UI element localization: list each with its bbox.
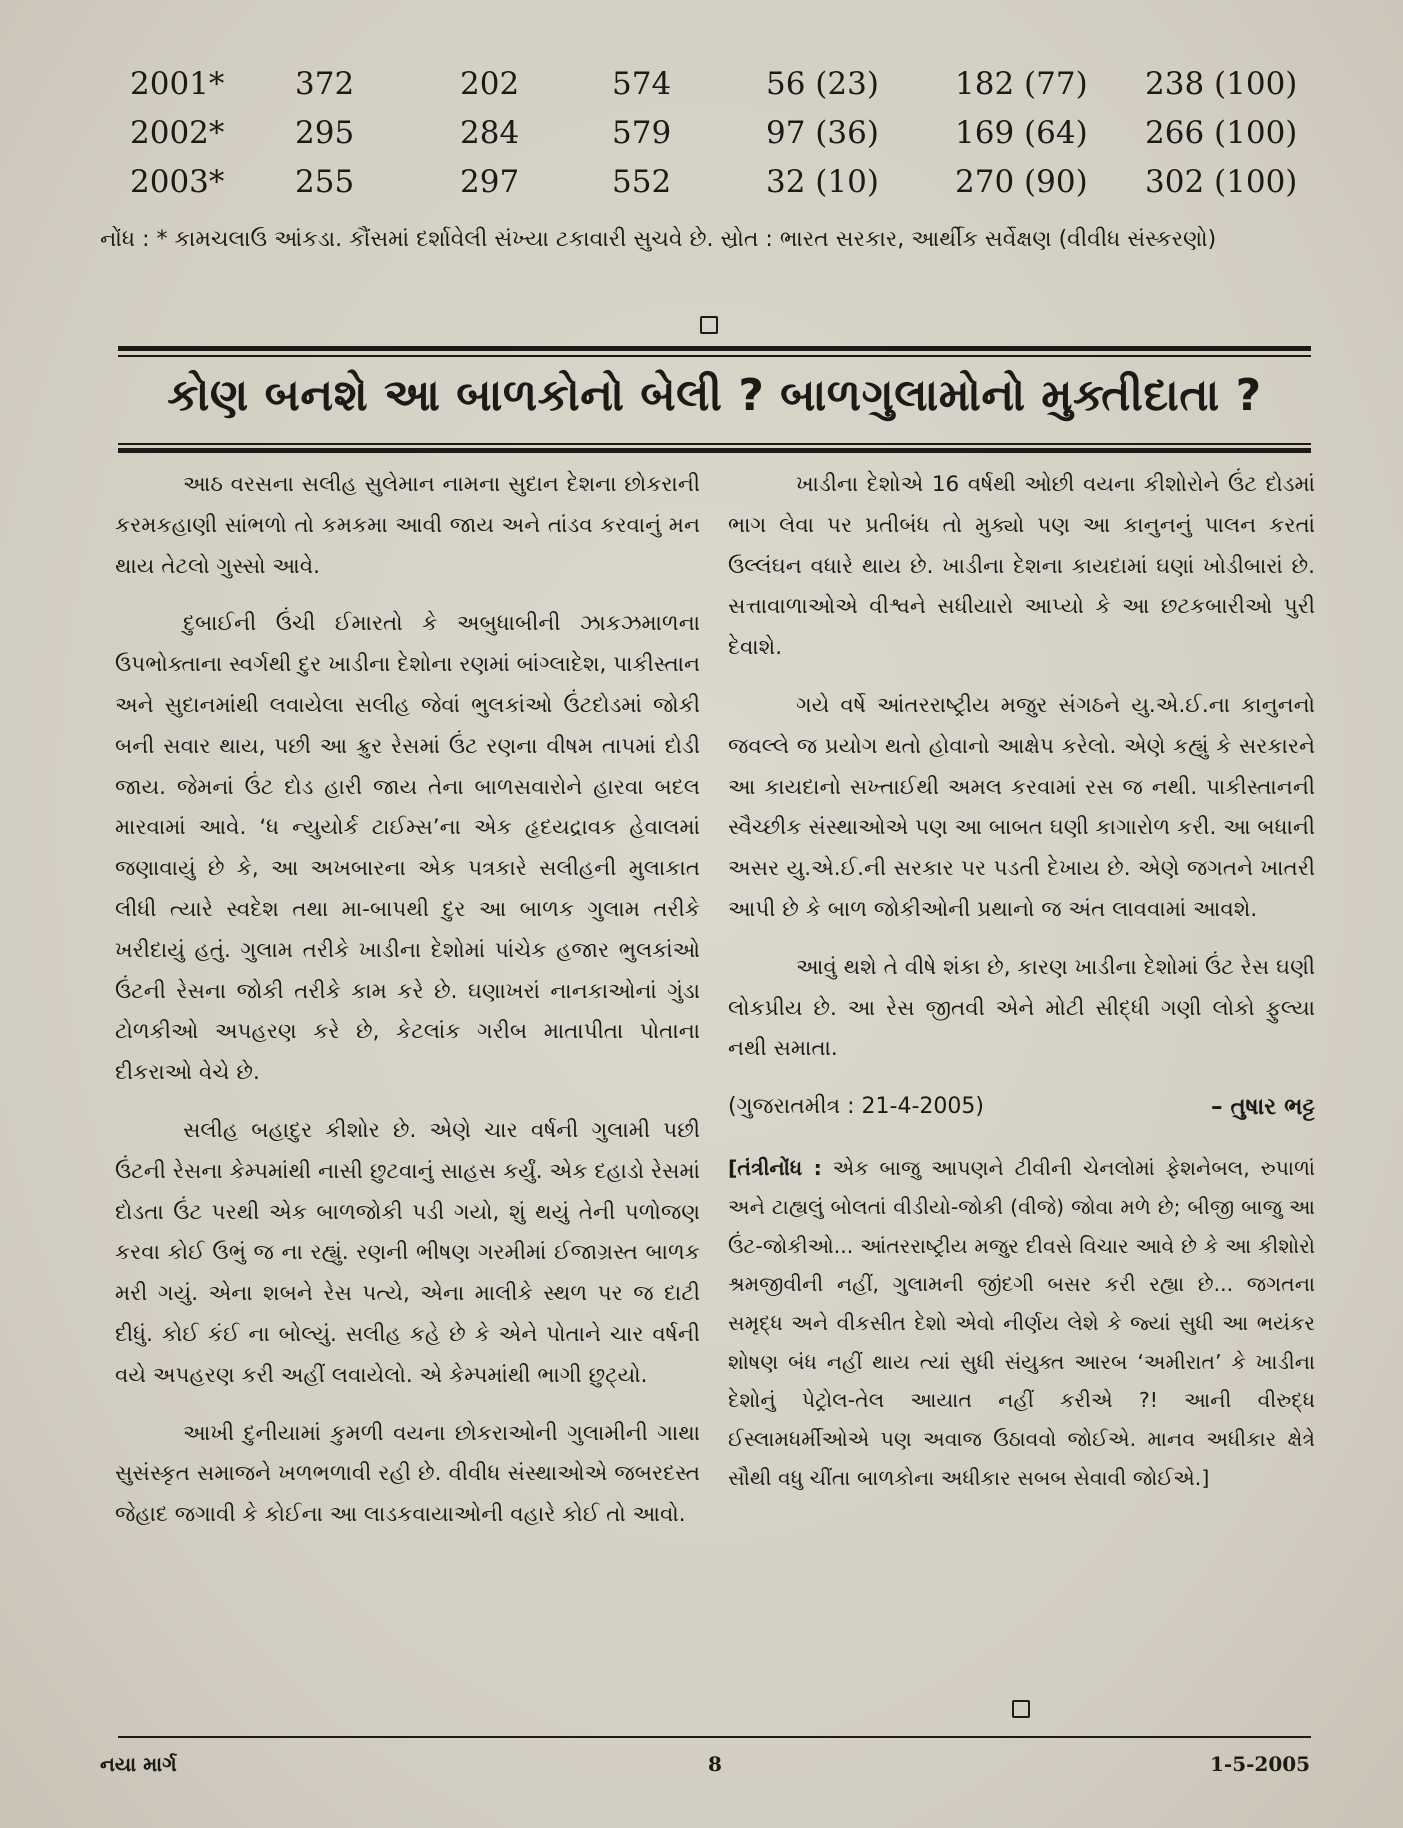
- table-cell: 302 (100): [1145, 164, 1298, 200]
- paragraph: ગયે વર્ષે આંતરરાષ્ટ્રીય મજુર સંગઠને યુ.એ.ઈ.ના કાનુનનો જવલ્લે જ પ્રયોગ થતો હોવાનો આક્ષેપ કરેલો. એણે કહ્યું કે સરકારને આ કાયદાનો સખ્તાઈથી અમલ કરવામાં રસ જ નથી. પાકીસ્તાનની સ્વૈચ્છીક સંસ્થાઓએ પણ આ બાબત ઘણી કાગારોળ કરી. આ બધાની અસર યુ.એ.ઈ.ની સરકાર પર પડતી દેખાય છે. એણે જગતને ખાતરી આપી છે કે બાળ જોકીઓની પ્રથાનો જ અંત લાવવામાં આવશે.: [728, 692, 1315, 922]
- table-cell: 2003*: [130, 164, 225, 200]
- article-column-right: [728, 465, 1315, 1497]
- article-source: (ગુજરાતમીત્ર : 21-4-2005): [728, 1094, 984, 1120]
- footer-magazine-name: નયા માર્ગ: [100, 1752, 177, 1776]
- table-cell: 2001*: [130, 66, 225, 102]
- statistics-table: [130, 66, 1305, 213]
- headline-top-thin-rule: [118, 355, 1311, 357]
- article-headline: કોણ બનશે આ બાળકોનો બેલી ? બાળગુલામોનો મુક્તીદાતા ?: [167, 370, 1262, 421]
- headline-top-rule: [118, 346, 1311, 351]
- editor-note-text: એક બાજુ આપણને ટીવીની ચેનલોમાં ફેશનેબલ, રુપાળાં અને ટાહ્યલું બોલતાં વીડીયો-જોકી (વીજે) જોવા મળે છે; બીજી બાજુ આ ઉંટ-જોકીઓ... આંતરરાષ્ટ્રીય મજુર દીવસે વિચાર આવે છે કે આ કીશોરો શ્રમજીવીની નહીં, ગુલામની જીંદગી બસર કરી રહ્યા છે... જગતના સમૃદ્ધ અને વીકસીત દેશો એવો નીર્ણય લેશે કે જ્યાં સુધી આ ભયંકર શોષણ બંધ નહીં થાય ત્યાં સુધી સંયુક્ત આરબ ‘અમીરાત’ કે ખાડીના દેશોનું પેટ્રોલ-તેલ આયાત નહીં કરીએ ?! આની વીરુદ્ધ ઈસ્લામધર્મીઓએ પણ અવાજ ઉઠાવવો જોઈએ. માનવ અધીકાર ક્ષેત્રે સૌથી વધુ ચીંતા બાળકોના અધીકાર સબબ સેવાવી જોઈએ.]: [728, 1156, 1315, 1490]
- table-cell: 202: [460, 66, 520, 102]
- table-cell: 552: [612, 164, 672, 200]
- editor-note: [728, 1149, 1315, 1497]
- paragraph: આખી દુનીયામાં કુમળી વયના છોકરાઓની ગુલામીની ગાથા સુસંસ્કૃત સમાજને ખળભળાવી રહી છે. વીવીધ સંસ્થાઓએ જબરદસ્ત જેહાદ જગાવી કે કોઈના આ લાડકવાયાઓની વહારે કોઈ તો આવો.: [115, 1420, 700, 1528]
- byline: [728, 1087, 1315, 1127]
- headline-bottom-thin-rule: [118, 443, 1311, 445]
- table-cell: 97 (36): [766, 115, 879, 151]
- footer-date: 1-5-2005: [1210, 1752, 1311, 1776]
- table-cell: 32 (10): [766, 164, 879, 200]
- table-cell: 270 (90): [955, 164, 1088, 200]
- table-cell: 266 (100): [1145, 115, 1298, 151]
- table-cell: 255: [295, 164, 355, 200]
- table-cell: 56 (23): [766, 66, 879, 102]
- paragraph: આઠ વરસના સલીહ સુલેમાન નામના સુદાન દેશના છોકરાની કરમકહાણી સાંભળો તો કમકમા આવી જાય અને તાંડવ કરવાનું મન થાય તેટલો ગુસ્સો આવે.: [115, 472, 700, 579]
- table-cell: 182 (77): [955, 66, 1088, 102]
- footer-page-number: 8: [708, 1752, 722, 1776]
- paragraph: આવું થશે તે વીષે શંકા છે, કારણ ખાડીના દેશોમાં ઉંટ રેસ ઘણી લોકપ્રીય છે. આ રેસ જીતવી એને મોટી સીદ્ધી ગણી લોકો ફુલ્યા નથી સમાતા.: [728, 954, 1315, 1062]
- article-author: – તુષાર ભટ્ટ: [1210, 1094, 1315, 1121]
- table-cell: 372: [295, 66, 355, 102]
- table-cell: 295: [295, 115, 355, 151]
- table-cell: 2002*: [130, 115, 225, 151]
- table-cell: 297: [460, 164, 520, 200]
- table-cell: 579: [612, 115, 672, 151]
- table-note: નોંધ : * કામચલાઉ આંકડા. કૌંસમાં દર્શાવેલી સંખ્યા ટકાવારી સુચવે છે. સ્રોત : ભારત સરકાર, આર્થીક સર્વેક્ષણ (વીવીધ સંસ્કરણો): [100, 227, 1217, 252]
- table-cell: 238 (100): [1145, 66, 1298, 102]
- table-cell: 169 (64): [955, 115, 1088, 151]
- article-end-square-icon: [1012, 1700, 1030, 1718]
- paragraph: દુબાઈની ઉંચી ઈમારતો કે અબુધાબીની ઝાકઝમાળના ઉપભોક્તાના સ્વર્ગથી દુર ખાડીના દેશોના રણમાં બાંગ્લાદેશ, પાકીસ્તાન અને સુદાનમાંથી લવાયેલા સલીહ જેવાં ભુલકાંઓ ઉંટદોડમાં જોકી બની સવાર થાય, પછી આ ક્રુર રેસમાં ઉંટ રણના વીષમ તાપમાં દોડી જાય. જેમનાં ઉંટ દોડ હારી જાય તેના બાળસવારોને હારવા બદલ મારવામાં આવે. ‘ધ ન્યુયોર્ક ટાઈમ્સ’ના એક હૃદયદ્રાવક હેવાલમાં જણાવાયું છે કે, આ અખબારના એક પત્રકારે સલીહની મુલાકાત લીધી ત્યારે સ્વદેશ તથા મા-બાપથી દુર આ બાળક ગુલામ તરીકે ખરીદાયું હતું. ગુલામ તરીકે ખાડીના દેશોમાં પાંચેક હજાર ભુલકાંઓ ઉંટની રેસના જોકી તરીકે કામ કરે છે. ઘણાખરાં નાનકાઓનાં ગુંડા ટોળકીઓ અપહરણ કરે છે, કેટલાંક ગરીબ માતાપીતા પોતાના દીકરાઓ વેચે છે.: [115, 611, 700, 1086]
- headline-bottom-rule: [118, 448, 1311, 453]
- table-row: [130, 115, 1305, 164]
- editor-note-label: [તંત્રીનોંધ :: [728, 1156, 822, 1181]
- table-row: [130, 66, 1305, 115]
- table-row: [130, 164, 1305, 213]
- section-end-square-icon: [700, 316, 718, 334]
- paragraph: ખાડીના દેશોએ 16 વર્ષથી ઓછી વયના કીશોરોને ઉંટ દોડમાં ભાગ લેવા પર પ્રતીબંધ તો મુક્યો પણ આ કાનુનનું પાલન કરતાં ઉલ્લંઘન વધારે થાય છે. ખાડીના દેશના કાયદામાં ઘણાં ખોડીબારાં છે. સત્તાવાળાઓએ વીશ્વને સધીયારો આપ્યો કે આ છટકબારીઓ પુરી દેવાશે.: [728, 472, 1315, 661]
- article-column-left: [115, 465, 700, 1553]
- table-cell: 284: [460, 115, 520, 151]
- footer-rule: [118, 1736, 1311, 1738]
- table-cell: 574: [612, 66, 672, 102]
- paragraph: સલીહ બહાદુર કીશોર છે. એણે ચાર વર્ષની ગુલામી પછી ઉંટની રેસના કેમ્પમાંથી નાસી છુટવાનું સાહસ કર્યું. એક દહાડો રેસમાં દોડતા ઉંટ પરથી એક બાળજોકી પડી ગયો, શું થયું તેની પળોજણ કરવા કોઈ ઉભું જ ના રહ્યું. રણની ભીષણ ગરમીમાં ઈજાગ્રસ્ત બાળક મરી ગયું. એના શબને રેસ પત્યે, એના માલીકે સ્થળ પર જ દાટી દીધું. કોઈ કંઈ ના બોલ્યું. સલીહ કહે છે કે એને પોતાને ચાર વર્ષની વયે અપહરણ કરી અહીં લવાયેલો. એ કેમ્પમાંથી ભાગી છુટ્યો.: [115, 1117, 700, 1388]
